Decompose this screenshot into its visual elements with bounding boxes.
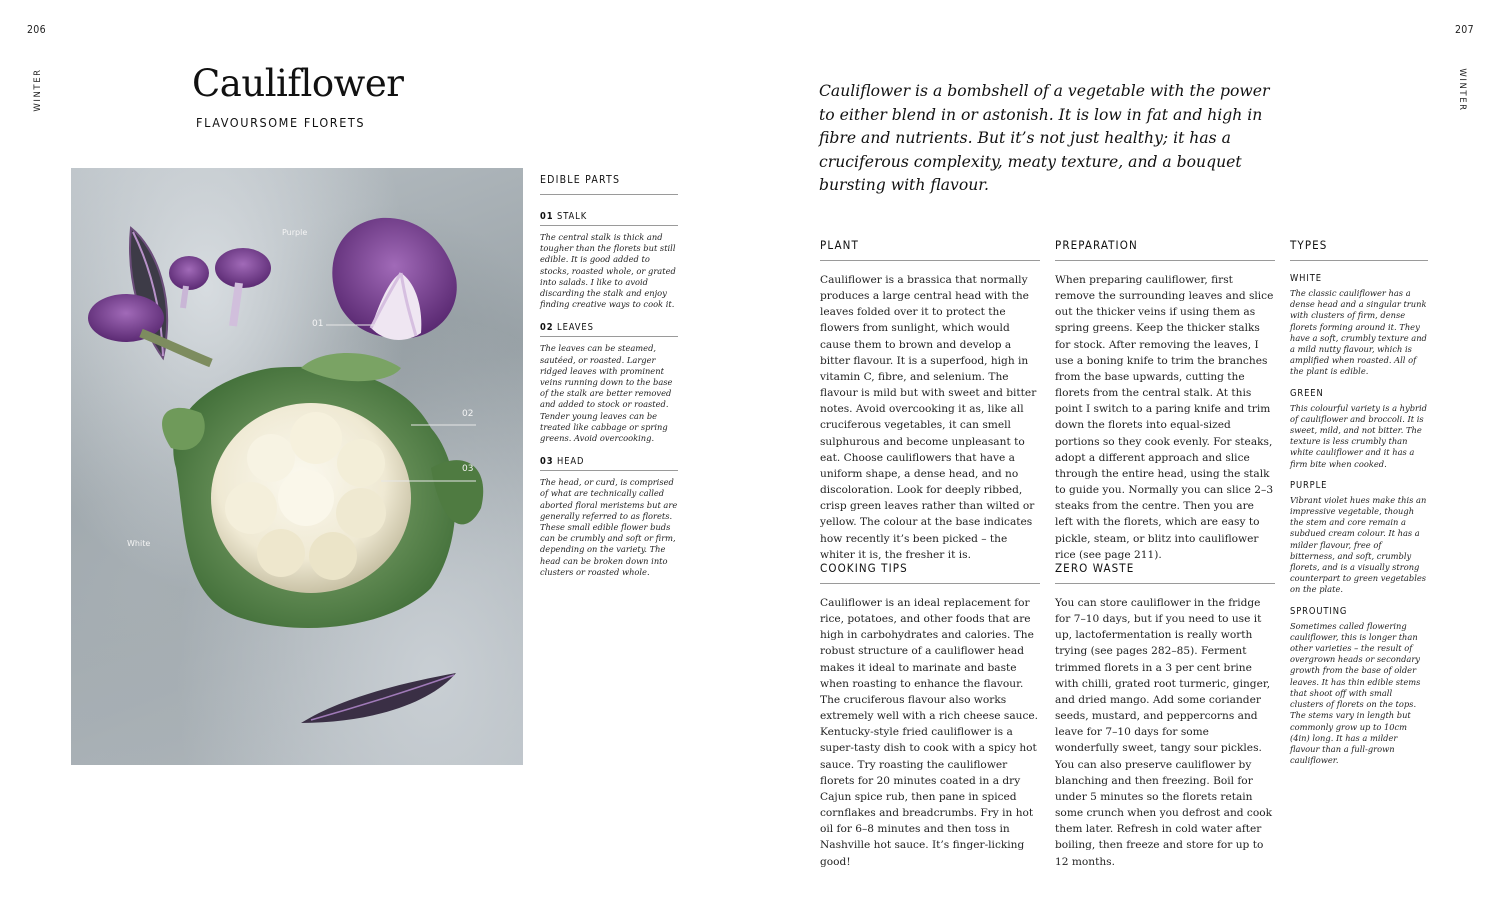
type-white <box>1290 273 1428 378</box>
edible-part-number: 02 <box>540 322 554 334</box>
edible-part-stalk <box>540 211 678 310</box>
type-text: Sometimes called flowering cauliflower, this is longer than other varieties – the result of overgrown heads or secondary growth from the base of older leaves. It has thin edible stems that shoot off with small clusters of florets on the tops. The stems vary in length but commonly grow up to 10cm (4in) long. It has a milder flavour than a full-grown cauliflower. <box>1290 620 1421 766</box>
zero-waste-text: You can store cauliflower in the fridge for 7–10 days, but if you need to use it up, lactofermentation is really worth trying (see pages 282–85). Ferment trimmed florets in a 3 per cent brine with chilli, grated root turmeric, ginger, and dried mango. Add some coriander seeds, mustard, and peppercorns and leave for 7–10 days for some wonderfully sweet, tangy sour pickles. You can also preserve cauliflower by blanching and then freezing. Boil for under 5 minutes so the florets retain some crunch when you defrost and cook them later. Refresh in cold water after boiling, then freeze and store for up to 12 months. <box>1055 597 1273 868</box>
edible-part-name: HEAD <box>557 456 585 468</box>
section-label-right: WINTER <box>1457 68 1467 112</box>
edible-part-text: The head, or curd, is comprised of what are technically called aborted floral meristems but are generally referred to as florets. These small edible flower buds can be crumbly and soft or firm, depending on the variety. The head can be broken down into clusters or roasted whole. <box>540 477 678 577</box>
zero-waste-heading: ZERO WASTE <box>1055 561 1275 584</box>
cauliflower-photo <box>71 168 523 765</box>
type-text: This colourful variety is a hybrid of cauliflower and broccoli. It is sweet, mild, and not bitter. The texture is less crumbly than white cauliflower and it has a firm bite when cooked. <box>1290 402 1427 469</box>
preparation-heading: PREPARATION <box>1055 238 1275 261</box>
edible-parts <box>540 174 678 578</box>
types-section <box>1290 238 1428 766</box>
label-purple: Purple <box>282 228 308 237</box>
cauliflower-illustration <box>71 168 523 765</box>
label-white: White <box>127 539 151 548</box>
edible-part-heading <box>540 456 678 471</box>
type-green <box>1290 388 1428 470</box>
zero-waste-section <box>1055 561 1275 870</box>
purple-floret-1 <box>169 256 209 290</box>
page-number-left: 206 <box>27 24 46 36</box>
type-name: WHITE <box>1290 273 1322 284</box>
edible-part-name: STALK <box>557 211 588 222</box>
type-purple <box>1290 480 1428 596</box>
edible-part-text: The central stalk is thick and tougher than the florets but still edible. It is good added to stocks, roasted whole, or grated into salads. I like to avoid discarding the stalk and enjoy finding creative ways to cook it. <box>540 232 676 310</box>
edible-part-name: LEAVES <box>557 322 594 334</box>
purple-floret-2 <box>215 248 271 288</box>
section-label-left: WINTER <box>33 68 43 112</box>
cooking-tips-heading: COOKING TIPS <box>820 561 1040 584</box>
page-title: Cauliflower <box>192 62 404 105</box>
callout-03: 03 <box>462 464 474 474</box>
edible-part-text: The leaves can be steamed, sautéed, or roasted. Larger ridged leaves with prominent veins running down to the base of the stalk are better removed and added to stock or roasted. Tender young leaves can be treated like cabbage or spring greens. Avoid overcooking. <box>540 343 673 444</box>
type-name: SPROUTING <box>1290 605 1348 617</box>
edible-part-heading <box>540 211 678 226</box>
cooking-tips-text: Cauliflower is an ideal replacement for rice, potatoes, and other foods that are high in carbohydrates and calories. The robust structure of a cauliflower head makes it ideal to marinate and baste when roasting to enhance the flavour. The cruciferous flavour also works extremely well with a rich cheese sauce. Kentucky-style fried cauliflower is a super-tasty dish to cook with a spicy hot sauce. Try roasting the cauliflower florets for 20 minutes coated in a dry Cajun spice rub, then pane in spiced cornflakes and breadcrumbs. Fry in hot oil for 6–8 minutes and then toss in Nashville hot sauce. It’s finger-licking good! <box>820 597 1039 868</box>
callout-01: 01 <box>312 319 324 329</box>
plant-heading: PLANT <box>820 238 1040 261</box>
preparation-section <box>1055 238 1275 563</box>
type-name: GREEN <box>1290 387 1324 399</box>
edible-part-head <box>540 456 678 578</box>
intro-paragraph: Cauliflower is a bombshell of a vegetable with the power to either blend in or astonish. It is low in fat and high in fibre and nutrients. But it’s not just healthy; it has a cruciferous complexity, meaty texture, and a bouquet bursting with flavour. <box>819 82 1270 195</box>
type-text: The classic cauliflower has a dense head and a singular trunk with clusters of firm, dense florets forming around it. They have a soft, crumbly texture and a mild nutty flavour, which is amplified when roasted. All of the plant is edible. <box>1290 288 1427 377</box>
cooking-tips-section <box>820 561 1040 870</box>
type-name: PURPLE <box>1290 479 1328 491</box>
page-number-right: 207 <box>1455 24 1474 36</box>
plant-text: Cauliflower is a brassica that normally produces a large central head with the leaves folded over it to protect the flowers from sunlight, which would cause them to brown and develop a bitter flavour. It is a superfood, high in vitamin C, fibre, and selenium. The flavour is mild but with sweet and bitter notes. Avoid overcooking it as, like all cruciferous vegetables, it can smell sulphurous and become unpleasant to eat. Choose cauliflowers that have a uniform shape, a dense head, and no discoloration. Look for deeply ribbed, crisp green leaves rather than wilted or yellow. The colour at the base indicates how recently it’s been picked – the whiter it is, the fresher it is. <box>820 274 1037 561</box>
purple-cauliflower-half <box>332 218 456 340</box>
plant-section <box>820 238 1040 563</box>
edible-part-number: 01 <box>540 211 554 222</box>
type-sprouting <box>1290 606 1428 767</box>
white-cauliflower-head <box>211 403 411 593</box>
edible-parts-heading: EDIBLE PARTS <box>540 174 678 195</box>
callout-02: 02 <box>462 409 474 419</box>
edible-part-leaves <box>540 322 678 444</box>
edible-part-heading <box>540 322 678 337</box>
page-subtitle: FLAVOURSOME FLORETS <box>196 115 366 130</box>
edible-part-number: 03 <box>540 456 554 468</box>
type-text: Vibrant violet hues make this an impressive vegetable, though the stem and core remain a subdued cream colour. It has a milder flavour, free of bitterness, and soft, crumbly florets, and is a visually strong counterpart to green vegetables on the plate. <box>1290 494 1427 595</box>
types-heading: TYPES <box>1290 238 1428 261</box>
preparation-text: When preparing cauliflower, first remove the surrounding leaves and slice out the thicker veins if using them as spring greens. Keep the thicker stalks for stock. After removing the leaves, I use a boning knife to trim the branches from the base upwards, cutting the florets from the central stalk. At this point I switch to a paring knife and trim down the florets into equal-sized portions so they cook evenly. For steaks, adopt a different approach and slice through the entire head, using the stalk to guide you. Normally you can slice 2–3 steaks from the centre. Then you are left with the florets, which are easy to pickle, steam, or blitz into cauliflower rice (see page 211). <box>1055 274 1274 561</box>
